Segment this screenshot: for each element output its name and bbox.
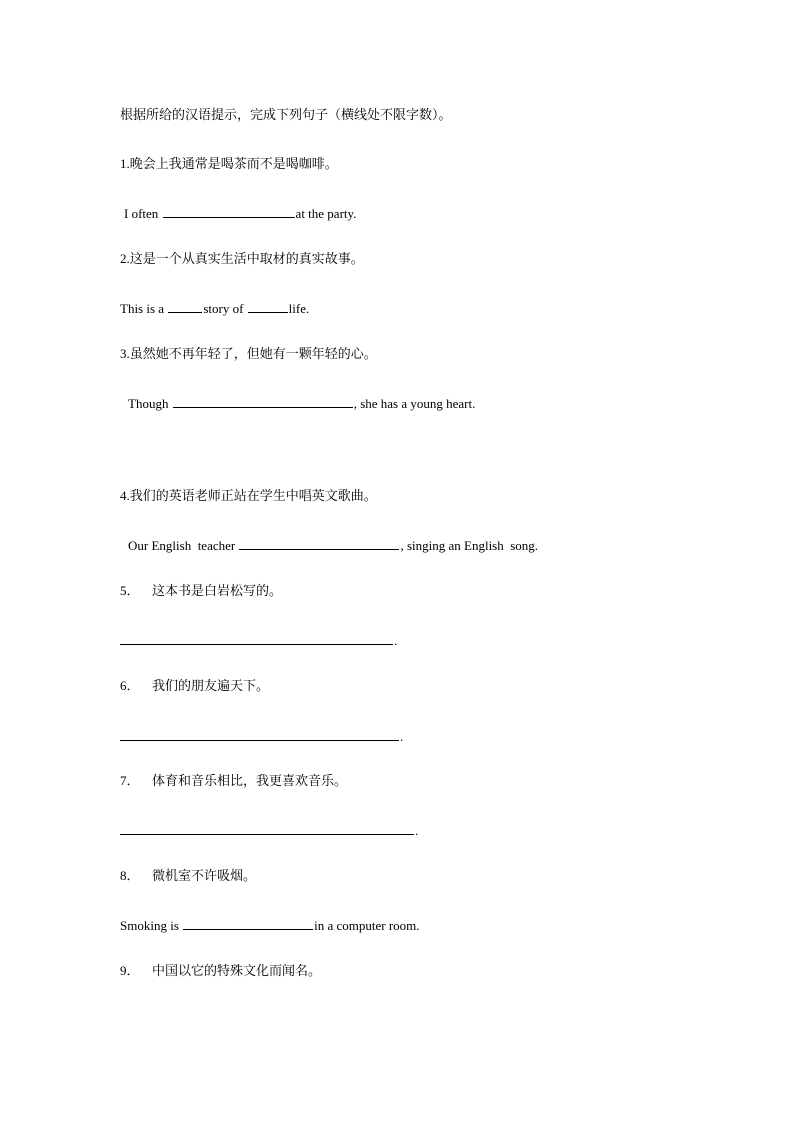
instruction-text: 根据所给的汉语提示，完成下列句子（横线处不限字数）。 [120,108,452,123]
question-2-prompt [120,249,364,270]
answer-text-part1: This is a [120,301,165,316]
question-6-answer [120,726,403,747]
question-7-answer [120,820,418,841]
question-5-answer [120,630,397,651]
answer-text-after: , she has a young heart. [353,396,476,411]
answer-text-after: at the party. [295,206,357,221]
answer-text-after: . [400,729,404,744]
question-8-prompt [120,866,256,887]
question-3-prompt [120,344,377,365]
question-number: 2. [120,251,130,266]
answer-blank-2[interactable] [248,298,288,313]
question-1-answer [124,203,356,224]
answer-blank[interactable] [120,630,393,645]
question-number: 1. [120,156,130,171]
answer-blank[interactable] [239,535,399,550]
answer-blank[interactable] [120,820,414,835]
question-2-answer [120,298,309,319]
question-number: 3. [120,346,130,361]
question-prompt-text: 中国以它的特殊文化而闻名。 [152,964,322,979]
question-8-answer [120,915,420,936]
question-prompt-text: 体育和音乐相比，我更喜欢音乐。 [152,774,348,789]
answer-text-after: , singing an English song. [400,538,539,553]
question-number: 8． [120,868,140,883]
question-4-answer [128,535,538,556]
question-4-prompt [120,486,377,507]
question-prompt-text: 晚会上我通常是喝茶而不是喝咖啡。 [129,157,338,172]
answer-blank[interactable] [173,393,353,408]
question-prompt-text: 微机室不许吸烟。 [152,869,257,884]
answer-text-after: . [415,823,419,838]
question-9-prompt [120,961,321,982]
question-number: 6． [120,678,140,693]
question-prompt-text: 这本书是白岩松写的。 [152,584,283,599]
question-number: 4. [120,488,130,503]
answer-text-part2: story of [203,301,244,316]
answer-text-after: . [394,633,398,648]
question-5-prompt [120,581,282,602]
answer-text-before: I often [124,206,159,221]
question-1-prompt [120,154,338,175]
answer-text-part3: life. [288,301,310,316]
question-prompt-text: 这是一个从真实生活中取材的真实故事。 [129,252,364,267]
answer-text-before: Though [128,396,169,411]
answer-blank[interactable] [163,203,295,218]
question-7-prompt [120,771,347,792]
question-6-prompt [120,676,269,697]
answer-text-before: Our English teacher [128,538,236,553]
question-prompt-text: 虽然她不再年轻了，但她有一颗年轻的心。 [129,347,377,362]
answer-blank[interactable] [120,726,399,741]
question-number: 9． [120,963,140,978]
answer-blank-1[interactable] [168,298,202,313]
question-prompt-text: 我们的朋友遍天下。 [152,679,270,694]
answer-text-after: in a computer room. [314,918,420,933]
question-prompt-text: 我们的英语老师正站在学生中唱英文歌曲。 [129,489,377,504]
question-number: 5． [120,583,140,598]
answer-blank[interactable] [183,915,313,930]
question-number: 7． [120,773,140,788]
answer-text-before: Smoking is [120,918,179,933]
question-3-answer [128,393,475,414]
